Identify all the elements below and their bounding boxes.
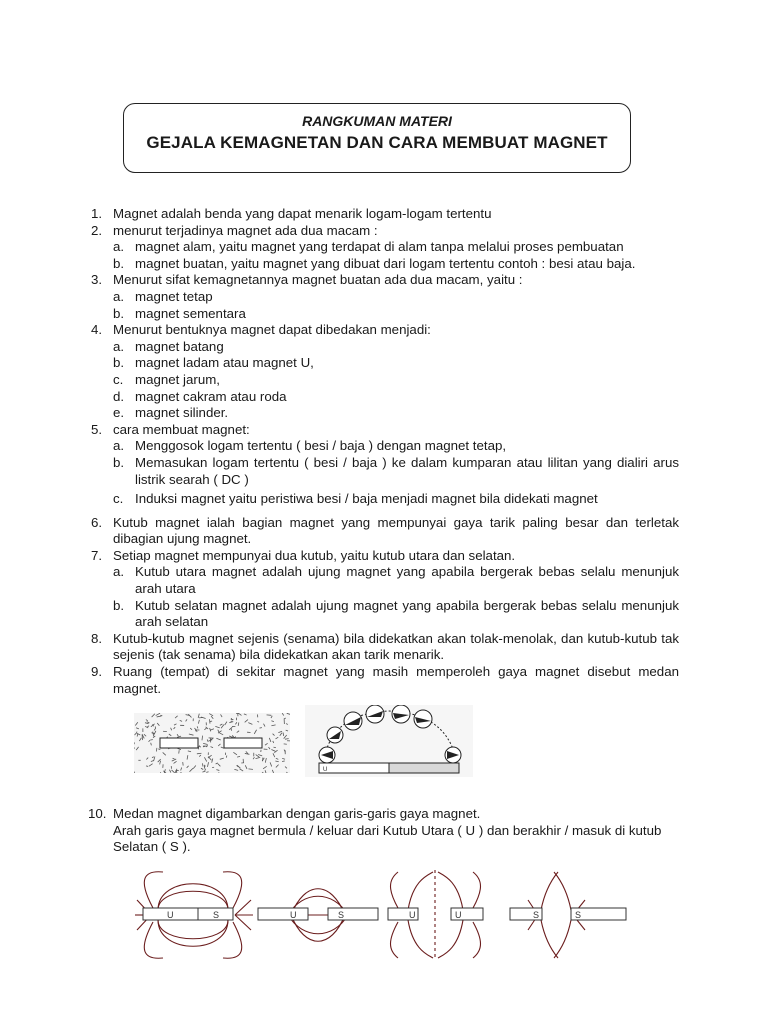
iron-filing <box>207 739 208 741</box>
iron-filing <box>286 772 287 773</box>
iron-filing <box>181 767 182 770</box>
iron-filing <box>139 738 141 741</box>
list-item <box>91 223 679 273</box>
iron-filing <box>153 736 155 738</box>
sub-text: Induksi magnet yaitu peristiwa besi / baja menjadi magnet bila didekati magnet <box>135 491 598 507</box>
iron-filing <box>177 734 178 736</box>
iron-filing <box>149 764 153 766</box>
item-text: Menurut sifat kemagnetannya magnet buatan ada dua macam, yaitu : <box>113 272 523 288</box>
sub-item <box>113 491 679 508</box>
iron-filing <box>156 713 160 715</box>
compass-field-figure <box>305 705 473 777</box>
iron-filing <box>283 732 284 735</box>
iron-filing <box>171 728 172 731</box>
iron-filing <box>211 747 214 748</box>
sub-text: magnet jarum, <box>135 371 220 387</box>
iron-filing <box>235 722 236 724</box>
list-item <box>91 322 679 422</box>
iron-filing <box>187 766 189 768</box>
iron-filing <box>202 771 205 772</box>
sub-item <box>113 355 679 372</box>
numbered-list-continued <box>88 806 679 856</box>
iron-filing <box>282 761 285 762</box>
iron-filing <box>238 722 239 725</box>
iron-filing <box>273 741 274 743</box>
iron-filing <box>152 757 154 758</box>
iron-filing <box>218 730 219 732</box>
item-number: 2. <box>91 222 103 238</box>
pole-u-label: U <box>167 910 174 920</box>
iron-filing <box>269 747 271 749</box>
iron-filing <box>273 747 275 748</box>
iron-filing <box>186 719 187 721</box>
iron-filing <box>197 753 202 754</box>
sub-item <box>113 289 679 306</box>
sub-item <box>113 339 679 356</box>
sub-item <box>113 306 679 323</box>
item-number: 8. <box>91 630 103 646</box>
item-number: 10. <box>88 806 107 821</box>
iron-filing <box>188 714 191 717</box>
sub-text: magnet alam, yaitu magnet yang terdapat di alam tanpa melalui proses pembuatan <box>135 239 624 255</box>
iron-filing <box>172 770 175 773</box>
iron-filing <box>225 722 227 725</box>
item-text: Ruang (tempat) di sekitar magnet yang masih memperoleh gaya magnet disebut medan magnet. <box>113 664 679 696</box>
item-text: Setiap magnet mempunyai dua kutub, yaitu kutub utara dan selatan. <box>113 547 516 563</box>
iron-filing <box>220 724 223 725</box>
item-text: Menurut bentuknya magnet dapat dibedakan menjadi: <box>113 322 431 338</box>
pole-u-label: U <box>455 910 462 920</box>
sub-letter: b. <box>113 255 125 271</box>
item-text: Kutub magnet ialah bagian magnet yang mempunyai gaya tarik paling besar dan terletak dibagian ujung magnet. <box>113 514 679 547</box>
item-number: 1. <box>91 206 103 221</box>
iron-filing <box>146 766 148 767</box>
iron-filing <box>202 736 203 741</box>
item-text: Kutub-kutub magnet sejenis (senama) bila didekatkan akan tolak-menolak, dan kutub-kutub tak sejenis (tak senama) bila didekatkan akan tarik menarik. <box>113 630 679 663</box>
item-text: cara membuat magnet: <box>113 421 250 437</box>
sub-letter: b. <box>113 355 125 371</box>
list-item <box>88 806 679 856</box>
iron-filing <box>157 716 162 717</box>
sub-item <box>113 256 679 273</box>
iron-filing <box>271 721 273 722</box>
iron-filing <box>263 766 267 768</box>
item-text: Magnet adalah benda yang dapat menarik logam-logam tertentu <box>113 206 492 221</box>
iron-filing <box>216 738 220 740</box>
pole-u-label: U <box>409 910 416 920</box>
iron-filing <box>221 714 223 717</box>
iron-filing <box>221 724 224 728</box>
iron-filing <box>276 765 279 768</box>
document-subtitle: RANGKUMAN MATERI <box>302 113 452 129</box>
iron-filing <box>174 727 176 729</box>
iron-filing <box>245 765 247 769</box>
iron-filing <box>136 728 139 729</box>
iron-filing <box>153 732 154 737</box>
iron-filing <box>189 734 194 735</box>
iron-filing <box>134 772 135 773</box>
iron-filing <box>211 716 213 719</box>
iron-filing <box>210 729 214 731</box>
sub-item <box>113 438 679 455</box>
iron-filing <box>212 759 213 763</box>
iron-filing <box>149 740 151 742</box>
iron-filing <box>282 713 284 715</box>
iron-filing <box>216 770 219 771</box>
title-box <box>123 103 631 173</box>
item-text: menurut terjadinya magnet ada dua macam : <box>113 222 378 238</box>
iron-filing <box>174 724 177 725</box>
iron-filing <box>245 753 250 754</box>
pole-s-label: S <box>338 910 345 920</box>
list-item <box>91 206 679 223</box>
sub-letter: a. <box>113 438 125 454</box>
iron-filing <box>269 738 271 742</box>
iron-filing <box>264 724 266 727</box>
sub-letter: b. <box>113 597 125 613</box>
sub-text: Memasukan logam tertentu ( besi / baja ) ke dalam kumparan atau lilitan yang dialiri arus listrik searah ( DC ) <box>135 454 679 487</box>
iron-filing <box>286 730 288 731</box>
iron-filing <box>198 720 199 724</box>
sub-letter: d. <box>113 388 125 404</box>
sub-text: Menggosok logam tertentu ( besi / baja ) dengan magnet tetap, <box>135 438 507 454</box>
iron-filing <box>240 769 244 771</box>
sub-letter: e. <box>113 405 125 421</box>
iron-filing <box>196 729 197 731</box>
iron-filing <box>201 768 203 769</box>
iron-filing <box>245 720 248 723</box>
iron-filing <box>158 749 160 750</box>
iron-filing <box>203 743 207 744</box>
iron-filing <box>237 756 240 757</box>
iron-filing <box>197 726 198 728</box>
item-text: Medan magnet digambarkan dengan garis-garis gaya magnet. <box>113 806 481 821</box>
iron-filing <box>275 737 278 739</box>
item-number: 9. <box>91 664 103 680</box>
iron-filing <box>272 770 274 773</box>
iron-filing <box>278 731 282 732</box>
iron-filing <box>146 758 148 760</box>
iron-filing <box>284 718 286 719</box>
numbered-list <box>91 206 679 697</box>
sub-text: magnet ladam atau magnet U, <box>135 355 314 371</box>
document-title: GEJALA KEMAGNETAN DAN CARA MEMBUAT MAGNET <box>146 133 608 152</box>
iron-filing <box>229 727 232 730</box>
iron-filing <box>160 761 161 765</box>
iron-filing <box>248 723 252 725</box>
iron-filing <box>257 721 259 722</box>
iron-filing <box>199 755 201 757</box>
iron-filing <box>255 757 260 758</box>
iron-filing <box>234 769 238 770</box>
pole-s-label: S <box>213 910 220 920</box>
item-number: 3. <box>91 272 103 288</box>
iron-filing <box>169 770 170 773</box>
iron-filing <box>204 757 206 761</box>
sub-letter: a. <box>113 338 125 354</box>
iron-filing <box>220 758 224 759</box>
iron-filing <box>280 733 282 736</box>
iron-filing <box>154 731 156 735</box>
compass-field-illustration <box>305 705 473 777</box>
sub-item <box>113 405 679 422</box>
iron-filing <box>216 763 218 764</box>
pole-s-label: S <box>533 910 540 920</box>
item-number: 6. <box>91 514 103 530</box>
iron-filing <box>193 765 196 768</box>
sub-letter: a. <box>113 239 125 255</box>
item-number: 4. <box>91 322 103 338</box>
sub-item <box>113 389 679 406</box>
iron-filing <box>204 728 206 730</box>
iron-filing <box>218 764 221 767</box>
sub-item <box>113 564 679 597</box>
iron-filing <box>253 757 254 759</box>
iron-filing <box>174 761 177 763</box>
iron-filing <box>202 763 203 766</box>
iron-filing <box>151 743 152 746</box>
list-item <box>91 422 679 508</box>
iron-filing <box>261 772 263 773</box>
iron-filing <box>177 736 181 737</box>
iron-filing <box>275 761 278 762</box>
sub-item <box>113 239 679 256</box>
iron-filing <box>175 716 178 718</box>
list-item <box>91 548 679 631</box>
iron-filing <box>285 767 287 769</box>
sub-text: Kutub utara magnet adalah ujung magnet yang apabila bergerak bebas selalu menunjuk arah utara <box>135 564 679 597</box>
sub-text: magnet tetap <box>135 288 213 304</box>
iron-filing <box>157 723 159 726</box>
compass-pole-label: U <box>323 767 328 773</box>
sub-letter: b. <box>113 305 125 321</box>
iron-filing <box>244 714 247 715</box>
iron-filing <box>135 733 136 735</box>
iron-filing <box>147 726 149 727</box>
iron-filing <box>160 715 162 716</box>
iron-filing <box>215 726 219 727</box>
iron-filing <box>286 724 288 725</box>
sub-item <box>113 372 679 389</box>
iron-filing <box>221 747 224 748</box>
iron-filing <box>198 714 199 718</box>
iron-filing <box>152 714 155 717</box>
field-lines-illustration <box>133 870 633 960</box>
iron-filing <box>146 720 148 721</box>
iron-filing <box>273 753 275 757</box>
pole-s-label: S <box>575 910 582 920</box>
iron-filing <box>205 769 206 771</box>
sub-text: magnet buatan, yaitu magnet yang dibuat dari logam tertentu contoh : besi atau baja. <box>135 255 636 271</box>
sub-text: Kutub selatan magnet adalah ujung magnet yang apabila bergerak bebas selalu menunjuk arah selatan <box>135 597 679 630</box>
iron-filing <box>190 768 193 771</box>
iron-filing <box>271 716 272 718</box>
iron-filing <box>187 755 188 759</box>
field-lines-figure <box>133 870 633 960</box>
iron-filing <box>180 720 182 721</box>
iron-filing <box>169 734 171 736</box>
iron-filing <box>136 747 138 750</box>
iron-filing <box>209 714 213 716</box>
iron-filing <box>219 733 223 735</box>
list-item <box>91 664 679 697</box>
item-number: 5. <box>91 421 103 437</box>
iron-filing <box>258 755 262 756</box>
sub-letter: c. <box>113 371 124 387</box>
list-item <box>91 515 679 548</box>
iron-filing <box>151 761 154 762</box>
iron-filing <box>265 770 266 773</box>
iron-filing <box>173 758 175 759</box>
iron-filing <box>282 758 285 759</box>
sub-item <box>113 598 679 631</box>
sub-text: magnet cakram atau roda <box>135 388 287 404</box>
item-number: 7. <box>91 547 103 563</box>
iron-filing <box>238 713 241 715</box>
iron-filing <box>172 759 176 761</box>
pole-u-label: U <box>290 910 297 920</box>
sub-item <box>113 455 679 488</box>
iron-filing <box>226 755 227 757</box>
iron-filing <box>134 748 135 751</box>
iron-filing <box>144 734 146 736</box>
iron-filing <box>271 725 275 726</box>
iron-filing <box>237 731 239 733</box>
sub-text: magnet silinder. <box>135 405 229 421</box>
iron-filing <box>273 734 275 736</box>
iron-filing <box>163 752 166 755</box>
iron-filing <box>265 743 268 745</box>
iron-filing <box>207 762 208 767</box>
iron-filing <box>276 758 278 759</box>
sub-letter: a. <box>113 564 125 580</box>
iron-filing <box>270 762 272 766</box>
iron-filing <box>254 730 256 734</box>
iron-filing <box>188 751 191 752</box>
iron-filing <box>136 732 137 734</box>
sub-letter: b. <box>113 454 125 470</box>
iron-filing <box>229 736 231 737</box>
list-item <box>91 272 679 322</box>
iron-filing <box>206 772 208 773</box>
iron-filing <box>147 722 150 723</box>
iron-filing <box>287 713 290 714</box>
iron-filing <box>145 723 149 724</box>
sub-letter: c. <box>113 491 124 507</box>
iron-filing <box>218 744 220 746</box>
sub-text: magnet batang <box>135 338 224 354</box>
iron-filing <box>217 772 219 773</box>
list-item <box>91 631 679 664</box>
iron-filing <box>231 719 234 720</box>
iron-filing <box>284 735 287 739</box>
iron-filings-figure <box>134 713 290 773</box>
iron-filing <box>135 722 137 725</box>
iron-filing <box>233 752 237 755</box>
iron-filing <box>190 728 192 730</box>
iron-filings-illustration <box>134 713 290 773</box>
iron-filing <box>206 745 207 747</box>
sub-letter: a. <box>113 288 125 304</box>
iron-filing <box>271 749 275 751</box>
iron-filing <box>285 739 289 740</box>
iron-filing <box>265 758 266 763</box>
iron-filing <box>154 728 155 730</box>
item-text-continued: Arah garis gaya magnet bermula / keluar dari Kutub Utara ( U ) dan berakhir / masuk di kutub Selatan ( S ). <box>113 822 662 855</box>
sub-text: magnet sementara <box>135 305 246 321</box>
